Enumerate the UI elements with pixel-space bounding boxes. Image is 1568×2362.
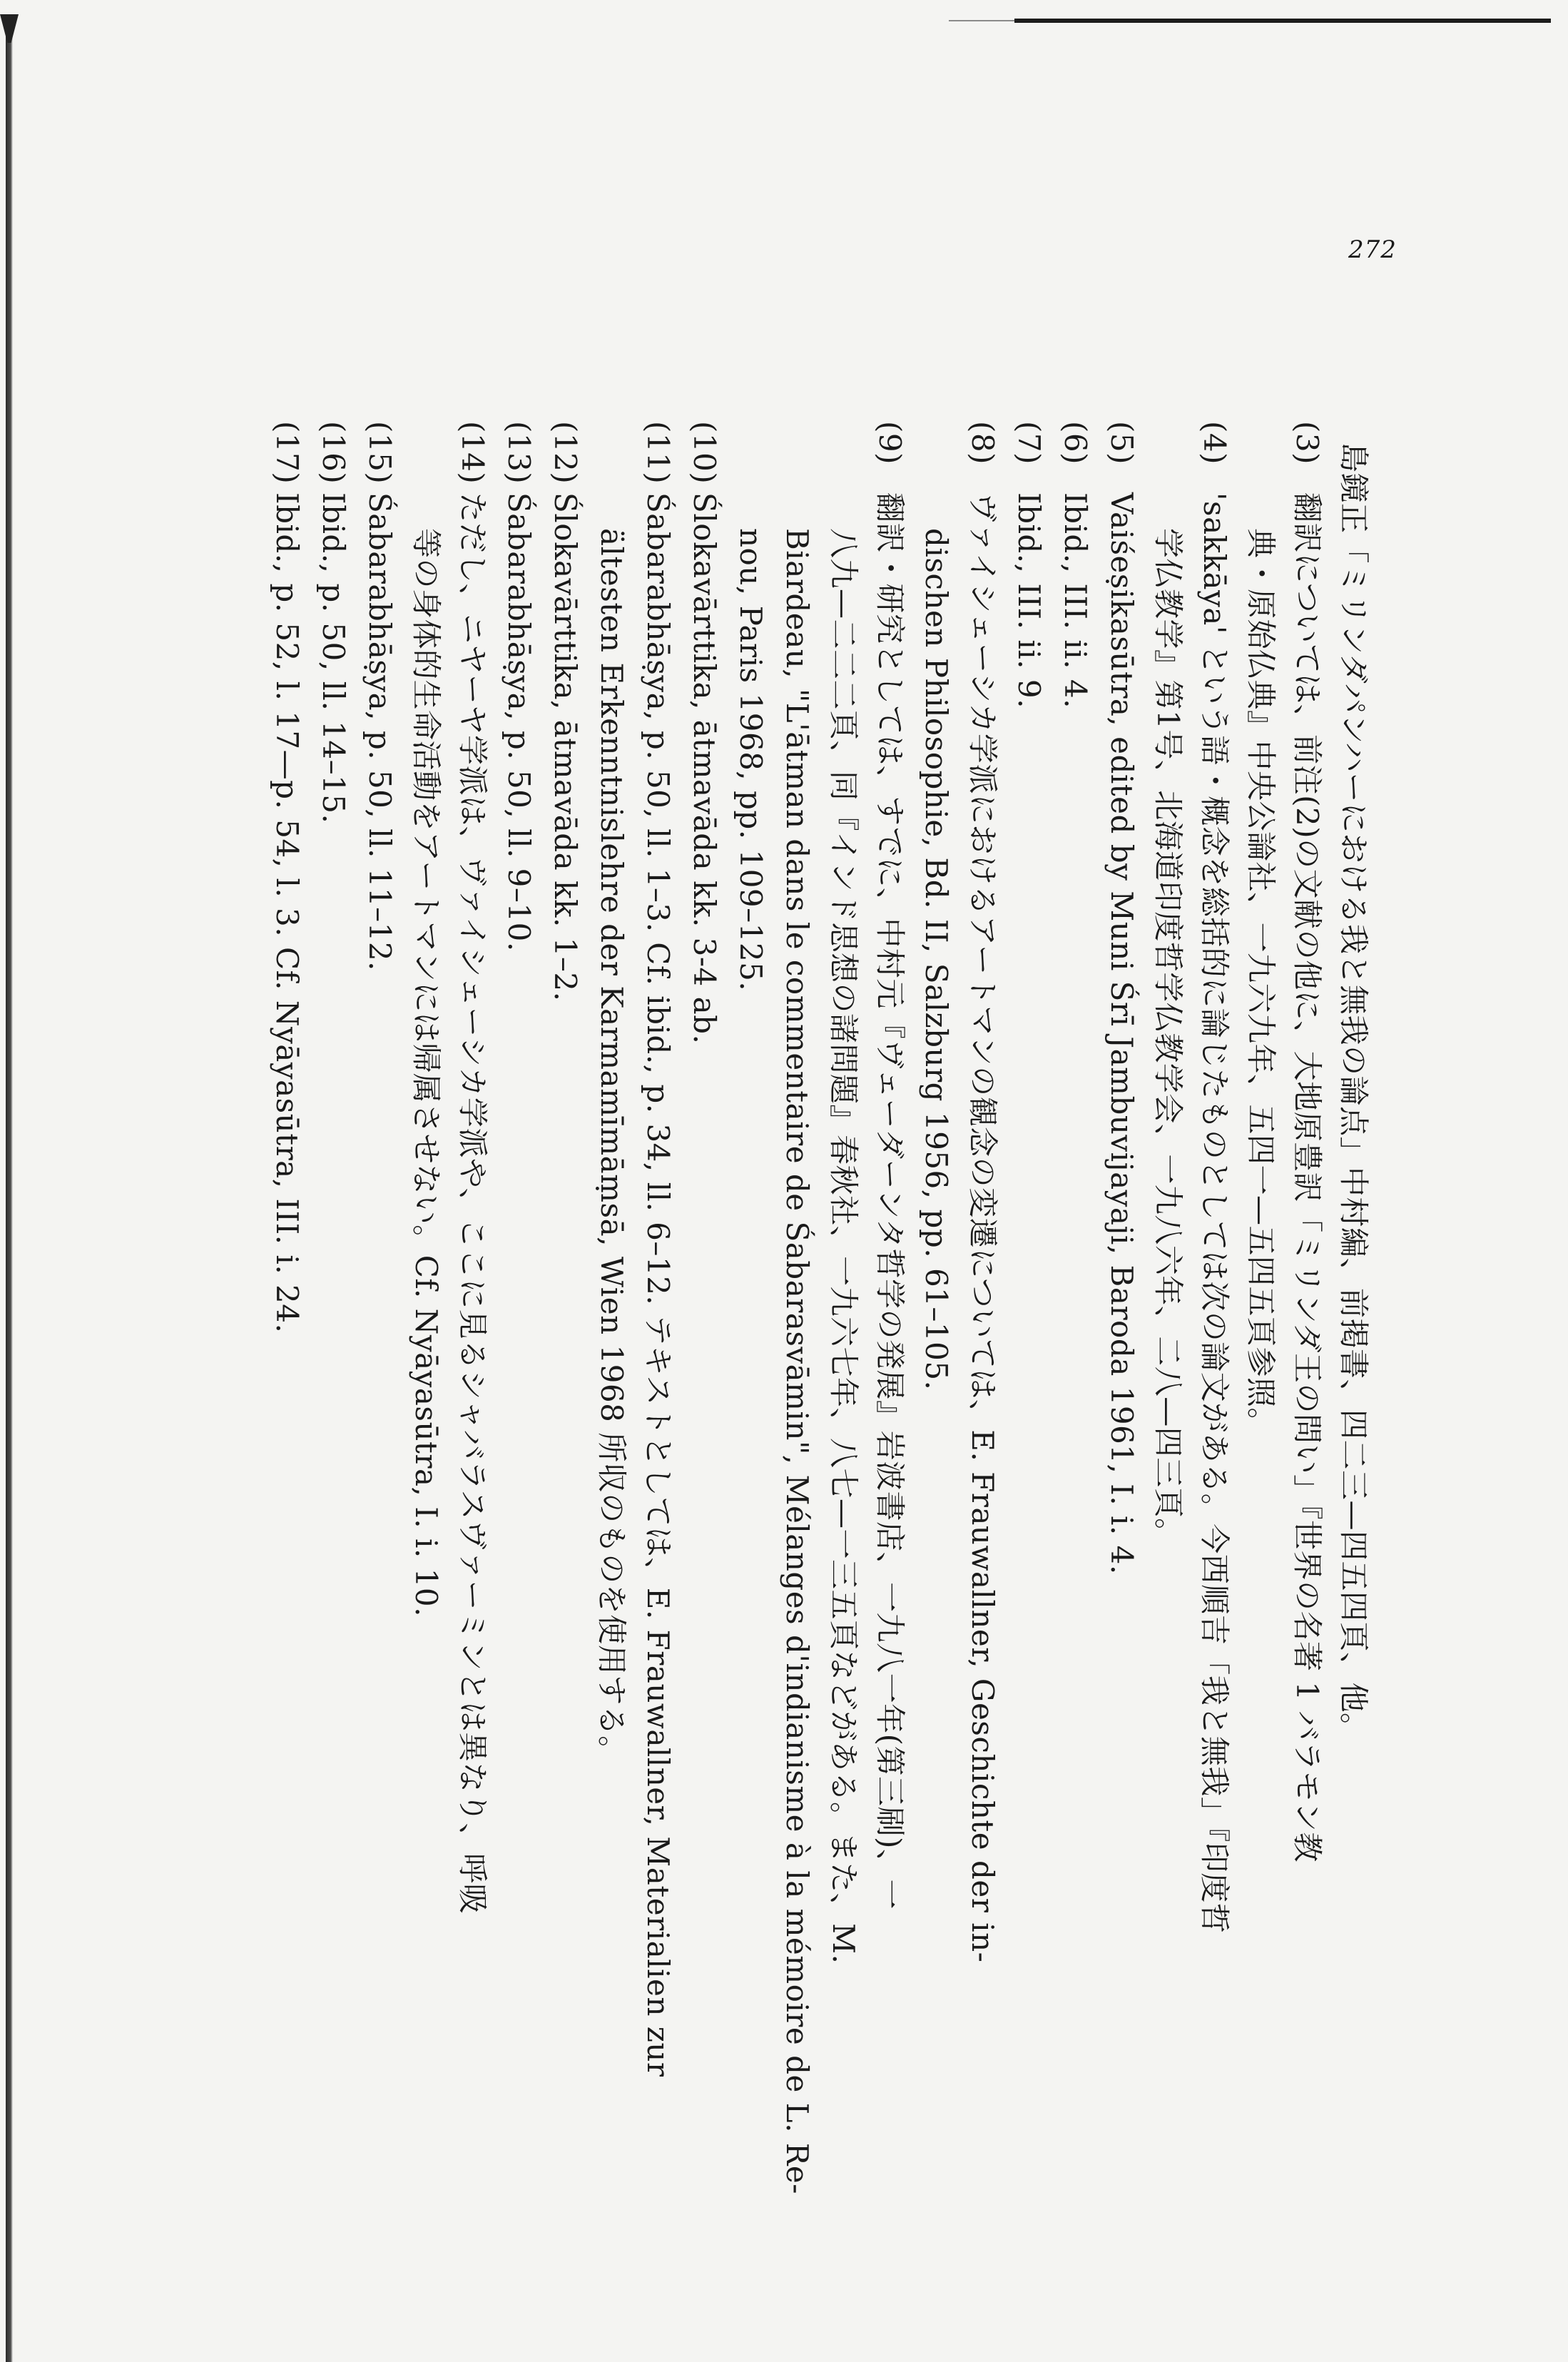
footnote-number: (10): [687, 421, 722, 485]
footnote-text: Ślokavārttika, ātmavāda kk. 3-4 ab.: [687, 492, 722, 1045]
footnote-number: (5): [1104, 421, 1139, 465]
footnote-text: Śabarabhāṣya, p. 50, ll. 1–3. Cf. ibid., p. 34, ll. 6–12. テキストとしては、E. Frauwallner, Materialien zur: [641, 492, 676, 2077]
top-rule: [1014, 19, 1551, 23]
footnote-text: Ibid., p. 50, ll. 14–15.: [316, 492, 351, 824]
footnote-text: Biardeau, "L'ātman dans le commentaire de Śabarasvāmin", Mélanges d'indianisme à la mémoire de L. Re-: [780, 528, 815, 2194]
footnote-text: ヴァイシェーシカ学派におけるアートマンの観念の変遷については、E. Frauwallner, Geschichte der in-: [965, 492, 1000, 1963]
binding-cap: [0, 14, 19, 43]
footnote-number: (11): [641, 421, 676, 485]
footnote-text: Ibid., III. ii. 4.: [1058, 492, 1093, 709]
footnote-number: (9): [872, 421, 907, 465]
footnote-number: (8): [965, 421, 1000, 465]
footnote-text: 'sakkāya' という語・概念を総括的に論じたものとしては次の論文がある。今西順吉「我と無我」『印度哲: [1197, 492, 1232, 1934]
footnote-number: (4): [1197, 421, 1232, 465]
binding-edge: [6, 14, 13, 2362]
footnote-text: nou, Paris 1968, pp. 109–125.: [733, 528, 768, 992]
footnote-number: (3): [1290, 421, 1325, 465]
footnote-text: 翻訳については、前注(2)の文献の他に、大地原豊訳「ミリンダ王の問い」『世界の名著 1 バラモン教: [1290, 492, 1325, 1862]
footnote-text: 島鏡正「ミリンダパンハーにおける我と無我の論点」中村編、前掲書、四二三—四五四頁、他。: [1336, 442, 1371, 1743]
footnote-number: (7): [1012, 421, 1047, 465]
footnote-text: Ibid., p. 52, l. 17—p. 54, l. 3. Cf. Nyāyasūtra, III. i. 24.: [270, 492, 305, 1334]
footnote-text: 学仏教学』第1号、北海道印度哲学仏教学会、一九八六年、二八—四三頁。: [1151, 528, 1186, 1549]
footnote-text: ただし、ニヤーヤ学派は、ヴァイシェーシカ学派や、ここに見るシャバラスヴァーミンとは異なり、呼吸: [455, 492, 490, 1915]
top-rule-faint: [949, 20, 1014, 21]
footnote-text: Ślokavārttika, ātmavāda kk. 1–2.: [548, 492, 583, 1002]
footnote-number: (16): [316, 421, 351, 485]
footnote-text: Śabarabhāṣya, p. 50, ll. 9–10.: [502, 492, 536, 952]
footnote-text: Vaiśeṣikasūtra, edited by Muni Śrī Jambuvijayaji, Baroda 1961, I. i. 4.: [1104, 492, 1139, 1575]
page-number: 272: [1348, 235, 1397, 264]
footnote-text: Śabarabhāṣya, p. 50, ll. 11–12.: [362, 492, 397, 971]
footnote-number: (13): [502, 421, 536, 485]
footnote-number: (15): [362, 421, 397, 485]
footnote-text: 八九—二二二頁、同『インド思想の諸問題』春秋社、一九六七年、八七—一三五頁などがある。また、M.: [826, 528, 861, 1965]
footnote-text: 等の身体的生命活動をアートマンには帰属させない。Cf. Nyāyasūtra, I. i. 10.: [409, 528, 444, 1617]
footnote-number: (6): [1058, 421, 1093, 465]
footnote-text: ältesten Erkenntnislehre der Karmamīmāṃsā, Wien 1968 所収のものを使用する。: [594, 528, 629, 1766]
footnote-text: Ibid., III. ii. 9.: [1012, 492, 1047, 709]
footnote-text: 翻訳・研究としては、すでに、中村元『ヴェーダーンタ哲学の発展』岩波書店、一九八一年(第三刷)、一: [872, 492, 907, 1910]
footnote-text: dischen Philosophie, Bd. II, Salzburg 1956, pp. 61–105.: [919, 528, 954, 1391]
footnote-number: (12): [548, 421, 583, 485]
footnote-number: (17): [270, 421, 305, 485]
footnote-text: 典・原始仏典』中央公論社、一九六九年、五四一—五四五頁参照。: [1243, 528, 1278, 1439]
footnote-number: (14): [455, 421, 490, 485]
